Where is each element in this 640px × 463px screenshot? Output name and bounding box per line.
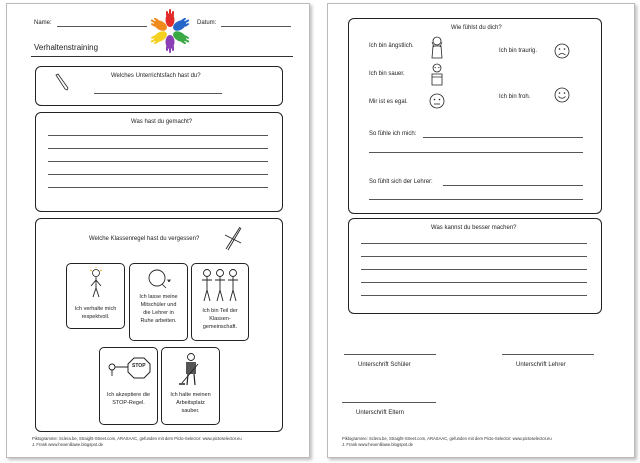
rule-card-clean[interactable]: [161, 347, 220, 425]
done-answer-line[interactable]: [48, 161, 268, 162]
rule-card-text: Ich bin Teil der Klassen- gemeinschaft.: [202, 308, 238, 330]
subject-answer-line[interactable]: [94, 93, 222, 94]
rule-card-quiet[interactable]: [129, 263, 188, 341]
student-signature-label: Unterschrift Schüler: [358, 362, 411, 368]
rule-card-text: Ich lasse meine Mitschüler und die Lehrer in Ruhe arbeiten.: [139, 294, 178, 324]
done-answer-line[interactable]: [48, 148, 268, 149]
title-rule: [31, 56, 293, 57]
rule-card-text: Ich halte meinen Arbeitsplatz sauber.: [170, 392, 211, 414]
feeling-angry-label: Ich bin sauer.: [369, 71, 405, 77]
feeling-anxious-label: Ich bin ängstlich.: [369, 43, 414, 49]
done-answer-line[interactable]: [48, 135, 268, 136]
angry-person-icon: [429, 63, 445, 87]
name-line[interactable]: [57, 26, 147, 27]
teacher-feels-label: So fühlt sich der Lehrer:: [369, 179, 433, 185]
sad-face-icon: [554, 43, 570, 59]
feelings-box: [348, 18, 602, 214]
group-people-icon: [199, 268, 241, 302]
feeling-sad-label: Ich bin traurig.: [499, 48, 538, 54]
respect-person-icon: [88, 268, 104, 298]
better-answer-line[interactable]: [361, 256, 587, 257]
better-answer-line[interactable]: [361, 282, 587, 283]
crossed-pencil-icon: [223, 225, 243, 251]
rule-card-respect[interactable]: [66, 263, 125, 329]
datum-line[interactable]: [221, 26, 291, 27]
subject-box: [35, 66, 283, 106]
footer-credits: [32, 436, 242, 448]
done-question: Was hast du gemacht?: [131, 119, 193, 125]
page-title: Verhaltenstraining: [34, 43, 99, 52]
footer-line-2: J. Frank www.hexenlilawe.blogspot.de: [342, 441, 413, 447]
indifferent-face-icon: [429, 93, 445, 111]
worksheet-page-2: [327, 3, 635, 458]
worksheet-page-1: [6, 3, 310, 458]
quiet-face-icon: [145, 268, 173, 290]
pencil-icon: [56, 73, 70, 91]
happy-face-icon: [554, 87, 570, 103]
rule-card-stop[interactable]: [99, 347, 158, 425]
anxious-person-icon: [429, 36, 445, 60]
footer-line-2: J. Frank www.hexenlilawe.blogspot.de: [32, 441, 103, 447]
datum-label: Datum:: [197, 20, 217, 26]
colorful-hands-logo: [147, 10, 193, 52]
done-answer-line[interactable]: [48, 174, 268, 175]
rule-question: Welche Klassenregel hast du vergessen?: [89, 236, 200, 242]
stop-sign-text: STOP: [132, 363, 146, 369]
feel-question: Wie fühlst du dich?: [451, 25, 502, 31]
teacher-signature-label: Unterschrift Lehrer: [516, 362, 566, 368]
parents-signature-label: Unterschrift Eltern: [356, 410, 405, 416]
rule-card-community[interactable]: [191, 263, 249, 341]
feeling-happy-label: Ich bin froh.: [499, 94, 531, 100]
teacher-feels-line[interactable]: [369, 199, 583, 200]
done-box: [35, 112, 283, 212]
rule-card-text: Ich verhalte mich respektvoll.: [74, 306, 117, 320]
name-label: Name:: [34, 20, 52, 26]
i-feel-line[interactable]: [369, 152, 583, 153]
footer-credits: [342, 436, 552, 448]
footer-line-1: Piktogramme: Sclera.be, Straight-Street.com, ARASAAC, gefunden mit dem Picto-Selector: www.pictoselector.eu: [32, 436, 242, 441]
better-answer-line[interactable]: [361, 269, 587, 270]
teacher-feels-line[interactable]: [443, 185, 583, 186]
subject-question: Welches Unterrichtsfach hast du?: [111, 73, 201, 79]
better-answer-line[interactable]: [361, 295, 587, 296]
better-box: [348, 218, 602, 314]
feeling-indifferent-label: Mir ist es egal.: [369, 99, 408, 105]
rules-box: [35, 218, 283, 432]
i-feel-label: So fühle ich mich:: [369, 131, 417, 137]
parents-signature-line[interactable]: [342, 402, 436, 403]
done-answer-line[interactable]: [48, 187, 268, 188]
better-answer-line[interactable]: [361, 243, 587, 244]
footer-line-1: Piktogramme: Sclera.be, Straight-Street.com, ARASAAC, gefunden mit dem Picto-Selector: www.pictoselector.eu: [342, 436, 552, 441]
teacher-signature-line[interactable]: [502, 354, 594, 355]
better-question: Was kannst du besser machen?: [431, 225, 517, 231]
rule-card-text: Ich akzeptiere die STOP-Regel.: [106, 392, 151, 406]
sweeping-person-icon: [176, 352, 206, 386]
student-signature-line[interactable]: [344, 354, 436, 355]
i-feel-line[interactable]: [423, 137, 583, 138]
